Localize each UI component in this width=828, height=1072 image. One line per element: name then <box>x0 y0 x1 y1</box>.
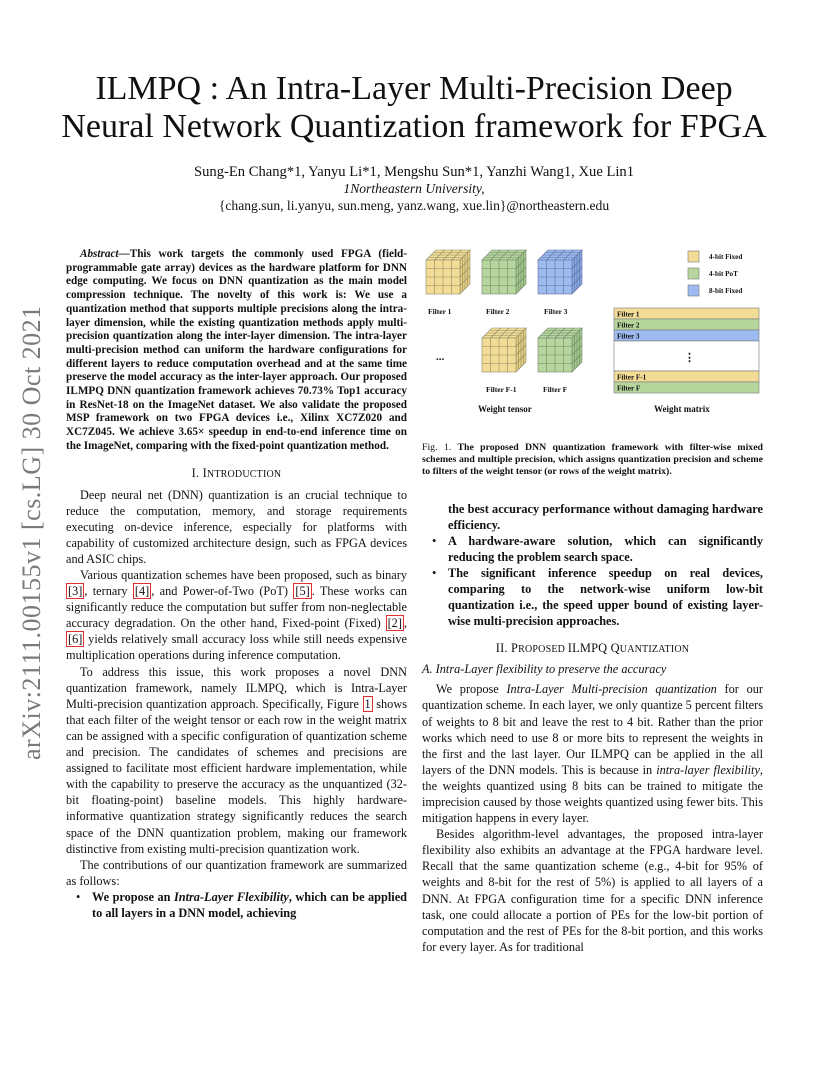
figure-1-caption: Fig. 1. The proposed DNN quantization framework with filter-wise mixed schemes and multiple precision, which assigns quantization precision and scheme to filters of the weight tensor (or rows of the weight matrix). <box>422 442 763 478</box>
filter-2-cube <box>482 250 526 294</box>
tensor-filter-f-1-label: Filter F-1 <box>486 385 517 394</box>
citation-link[interactable]: [3] <box>68 584 83 599</box>
intro-paragraph-3: To address this issue, this work proposes a novel DNN quantization framework, namely ILMPQ, which is Intra-Layer Multi-precision quantization approach. Specifically, Figure 1 shows that each filter of the weight tensor or each row in the weight matrix can be assigned with a specific configuration of quantization scheme and precision. The candidates of schemes and precisions are assigned to facilitate most efficient hardware implementation, while with the capability to preserve the accuracy as the unquantized (32-bit floating-point) baseline models. This highly hardware-informative quantization strategy significantly reduces the search space of the DNN quantization problem, making our framework distinctive from existing multi-precision quantization work. <box>66 664 407 856</box>
citation-link[interactable]: [4] <box>134 584 150 599</box>
subsection-heading-a: A. Intra-Layer flexibility to preserve the accuracy <box>422 662 667 677</box>
section2-paragraph-2: Besides algorithm-level advantages, the proposed intra-layer flexibility also exhibits an advantage at the FPGA hardware level. Recall that the same quantization scheme (e.g., 4-bit for 95% of weights and 8-bit for the rest of 5%) is applied to all layers of a DNN. At FPGA configuration time for a specific DNN inference task, one could allocate a portion of PEs for the low-bit portion of computation and the rest of PEs for the 8-bit portion, and this works for every layer. As for traditional <box>422 827 763 954</box>
figure-link[interactable]: 1 <box>364 696 371 711</box>
weight-tensor-caption: Weight tensor <box>478 404 532 414</box>
tensor-ellipsis: ... <box>436 351 445 363</box>
matrix-label-filter-3: Filter 3 <box>617 332 640 341</box>
section-heading-introduction: I. INTRODUCTION <box>191 465 282 480</box>
legend-label-8bit-fixed: 8-bit Fixed <box>709 287 743 295</box>
author-emails: {chang.sun, li.yanyu, sun.meng, yanz.wang, xue.lin}@northeastern.edu <box>218 198 610 213</box>
filter-f-minus-1-cube <box>482 328 526 372</box>
arxiv-identifier: arXiv:2111.00155v1 [cs.LG] 30 Oct 2021 <box>17 305 46 760</box>
abstract-label: Abstract <box>80 248 119 260</box>
tensor-filter-2-label: Filter 2 <box>486 307 510 316</box>
title-line-2: Neural Network Quantization framework for FPGA <box>61 108 767 145</box>
tensor-filter-3-label: Filter 3 <box>544 307 568 316</box>
title-line-1: ILMPQ : An Intra-Layer Multi-Precision Deep <box>95 70 733 107</box>
legend-label-4bit-pot: 4-bit PoT <box>709 270 738 278</box>
tensor-filter-1-label: Filter 1 <box>428 307 452 316</box>
section-heading-proposed: II. PROPOSED ILMPQ QUANTIZATION <box>495 641 690 656</box>
matrix-label-filter-2: Filter 2 <box>617 321 640 330</box>
filter-3-cube <box>538 250 582 294</box>
contribution-item-1-continued: the best accuracy performance without damaging hardware efficiency. <box>448 501 763 532</box>
intro-paragraph-2: Various quantization schemes have been proposed, such as binary [3] , ternary [4] , and Power-of-Two (PoT) [5] . These works can significantly reduce the computation but suffer from non-neglectable accuracy degradation. On the other hand, Fixed-point (Fixed) [2] , [6] yields relatively small accuracy loss while still needs expensive multiplication operations during inference computation. <box>66 568 407 663</box>
legend-swatch-4bit-fixed <box>688 251 699 262</box>
citation-link[interactable]: [2] <box>387 616 402 631</box>
quantization-diagram <box>422 248 763 428</box>
paper-title <box>40 70 788 146</box>
figure-1 <box>422 248 763 428</box>
abstract-text: —This work targets the commonly used FPGA (field-programmable gate array) devices as the hardware platform for DNN edge computing. We focus on DNN quantization as the main model compression technique. The novelty of this work is: We use a quantization method that supports multiple precisions along the intra-layer dimension, while the existing quantization methods apply multi-precision quantization along the inter-layer dimension. The intra-layer multi-precision method can uniform the hardware configurations for different layers to reduce computation overhead and at the same time preserve the model accuracy as the inter-layer approach. Our proposed ILMPQ DNN quantization framework achieves 70.73% Top1 accuracy in ResNet-18 on the ImageNet dataset. We also validate the proposed MSP framework on two FPGA devices i.e., Xilinx XC7Z020 and XC7Z045. We achieve 3.65× speedup in end-to-end inference time on the ImageNet, comparing with the fixed-point quantization method. <box>66 248 407 452</box>
right-column <box>422 248 763 955</box>
abstract <box>66 248 407 454</box>
left-column <box>66 248 407 921</box>
matrix-label-filter-f-1: Filter F-1 <box>617 373 647 382</box>
legend-swatch-8bit-fixed <box>688 285 699 296</box>
legend-swatch-4bit-pot <box>688 268 699 279</box>
weight-matrix-caption: Weight matrix <box>654 404 710 414</box>
affiliation: 1Northeastern University, <box>343 181 485 196</box>
contribution-list-continued <box>422 501 763 630</box>
filter-f-cube <box>538 328 582 372</box>
contribution-item-3: • The significant inference speedup on real devices, comparing to the network-wise uniform low-bit quantization i.e., the speed upper bound of existing layer-wise multi-precision approaches. <box>422 565 763 629</box>
intro-paragraph-1: Deep neural net (DNN) quantization is an crucial technique to reduce the computation, memory, and storage requirements executing on-device inference, especially for platforms with capability of customized architecture design, such as FPGA devices and ASIC chips. <box>66 487 407 566</box>
contribution-item-1: • We propose an Intra-Layer Flexibility, which can be applied to all layers in a DNN model, achieving <box>66 889 407 921</box>
filter-1-cube <box>426 250 470 294</box>
matrix-vertical-dots: ⋮ <box>684 352 695 364</box>
section2-paragraph-1: We propose Intra-Layer Multi-precision quantization for our quantization scheme. In each layer, we only quantize 5 percent filters of weights to 8 bit and leave the rest to 4 bit. Rather than the prior works which need to use 8 or more bits to represent the weights in the first and the last layer. Our ILMPQ can be applied in the all layers of the DNN models. This is because in intra-layer flexibility, the weights quantized using 8 bits can be trained to mitigate the imprecision caused by those weights quantized using fewer bits. This mitigation happens in every layer. <box>422 682 763 826</box>
citation-link[interactable]: [5] <box>295 584 310 599</box>
matrix-label-filter-1: Filter 1 <box>617 310 640 319</box>
tensor-filter-f-label: Filter F <box>543 385 568 394</box>
legend-label-4bit-fixed: 4-bit Fixed <box>709 253 743 261</box>
matrix-label-filter-f: Filter F <box>617 384 641 393</box>
intro-paragraph-4: The contributions of our quantization framework are summarized as follows: <box>66 857 407 888</box>
contribution-item-2: • A hardware-aware solution, which can significantly reducing the problem search space. <box>422 533 763 565</box>
contribution-list <box>66 889 407 921</box>
citation-link[interactable]: [6] <box>68 632 83 647</box>
author-list: Sung-En Chang*1, Yanyu Li*1, Mengshu Sun*1, Yanzhi Wang1, Xue Lin1 <box>193 164 635 180</box>
